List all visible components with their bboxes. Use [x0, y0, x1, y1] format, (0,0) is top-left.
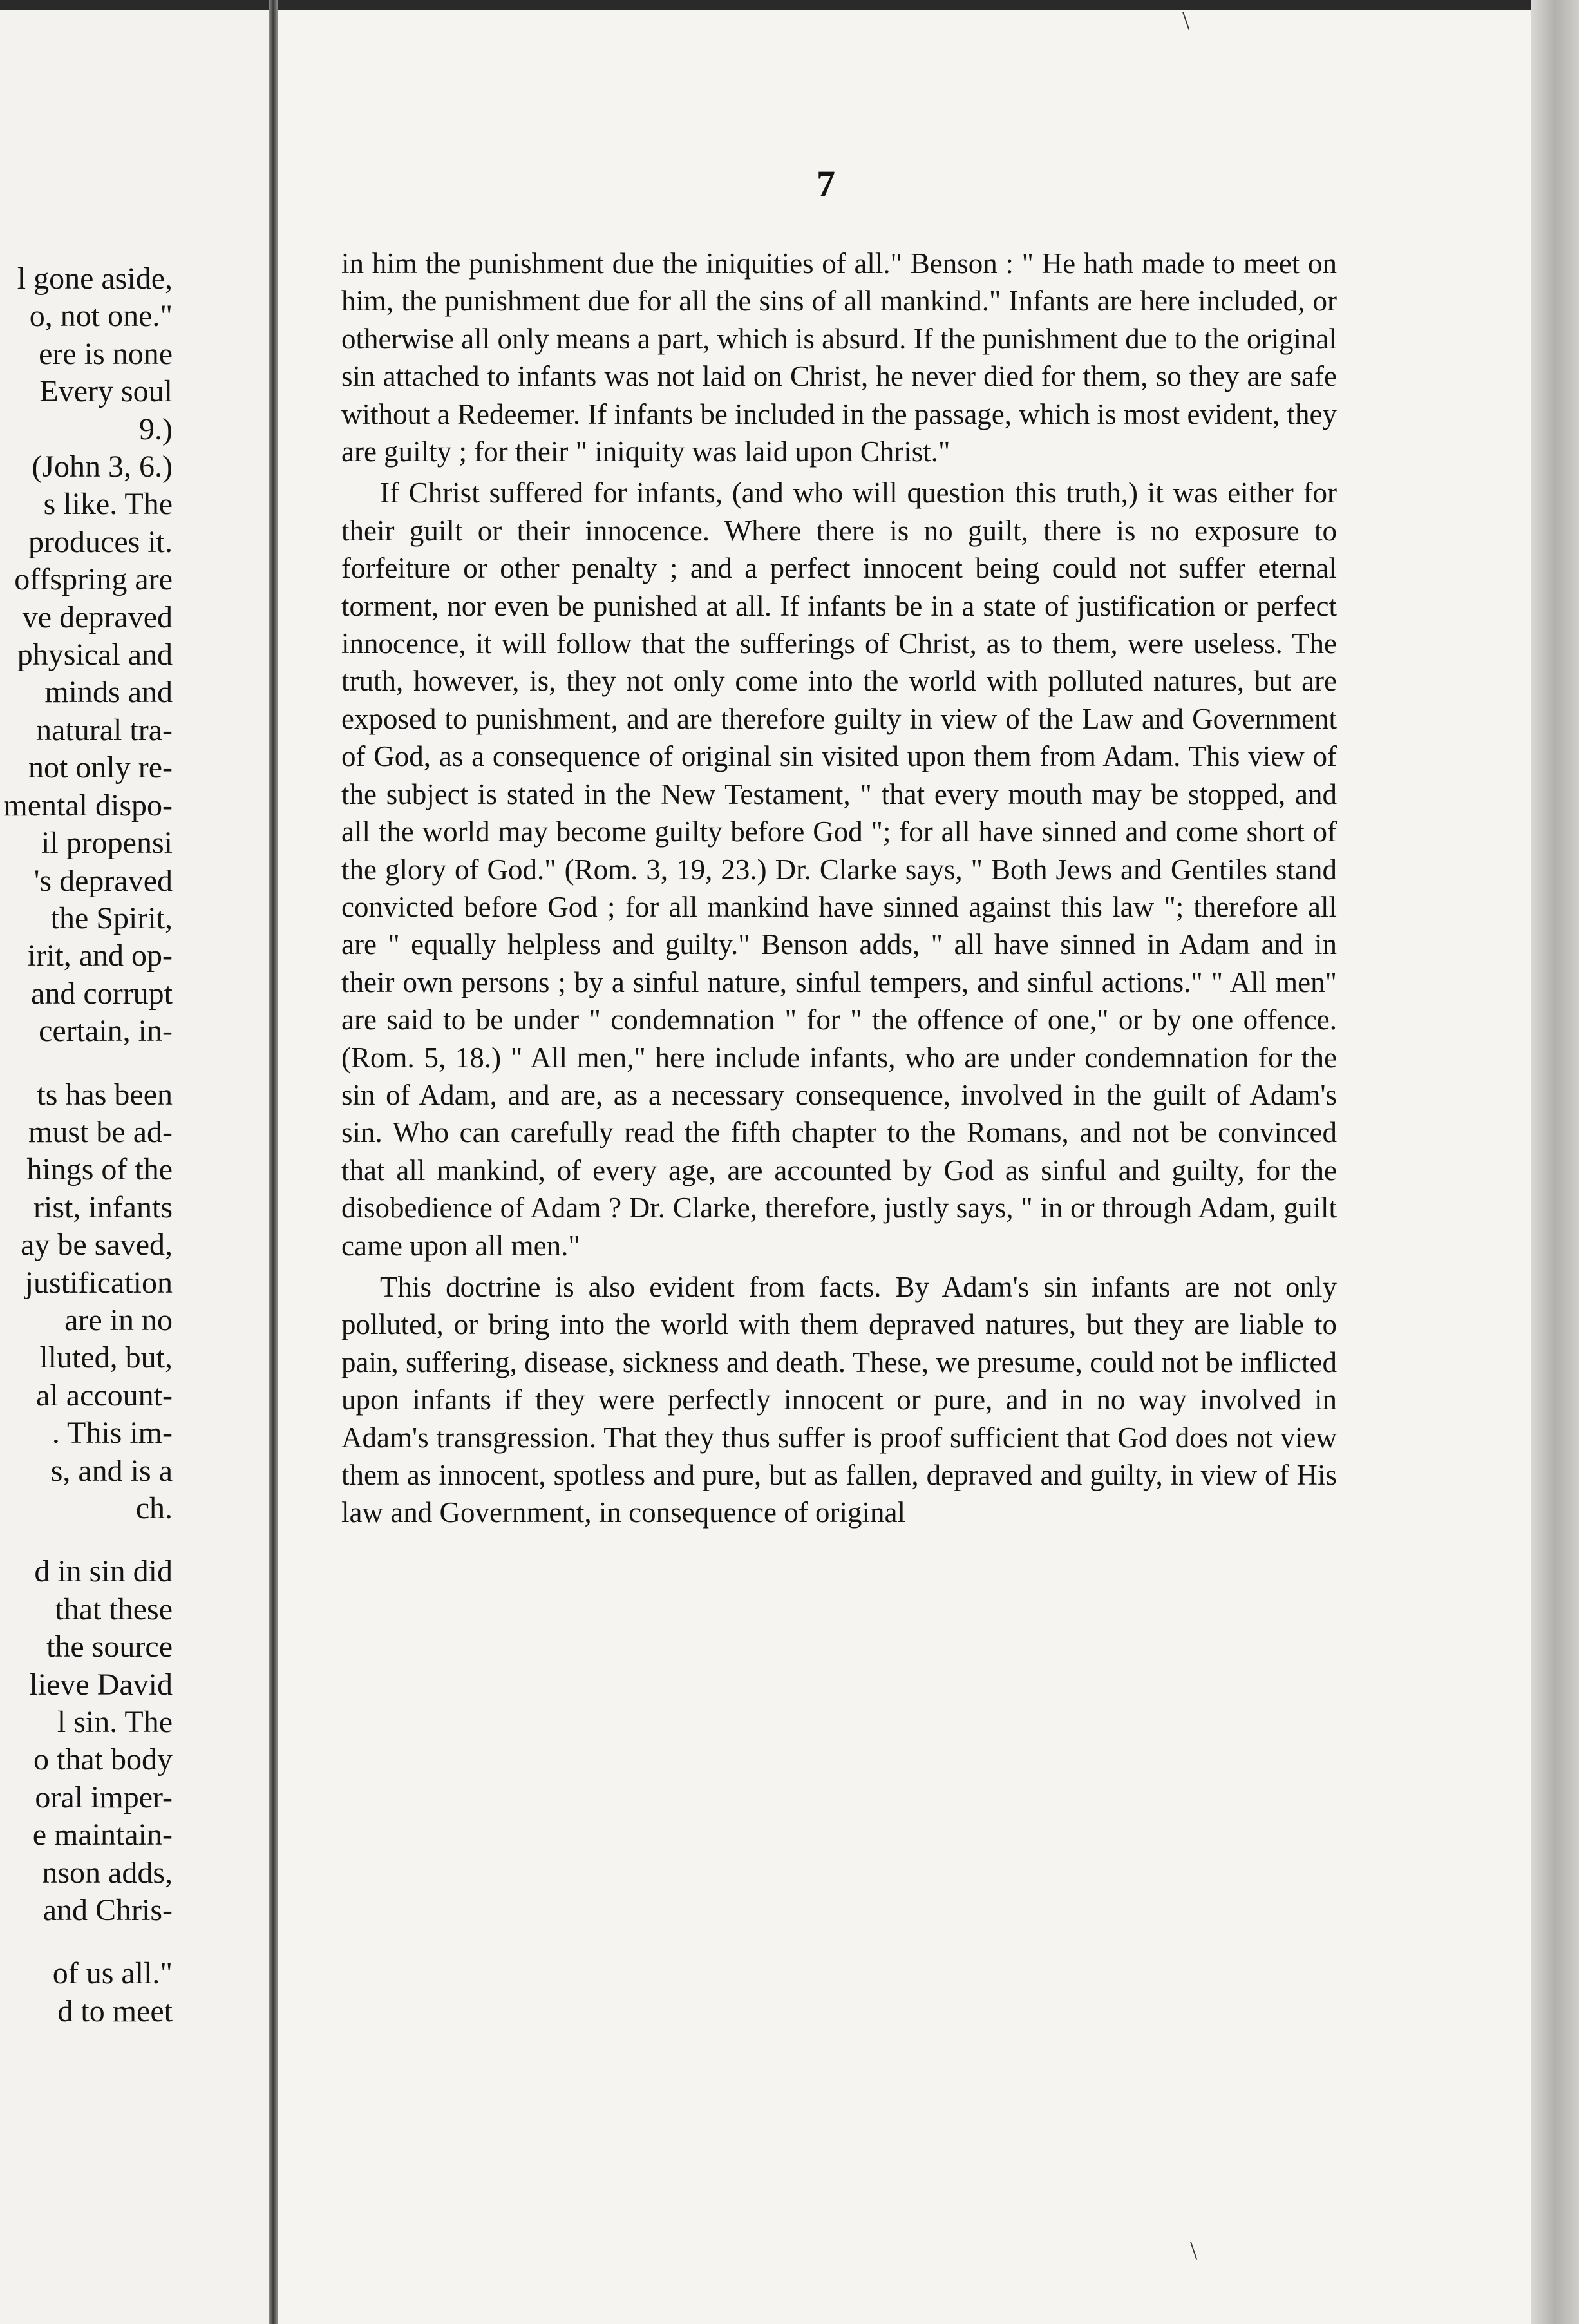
- left-page-line: s, and is a: [50, 1453, 173, 1488]
- left-page-line: o that body: [33, 1742, 173, 1777]
- left-page-line: ch.: [135, 1491, 173, 1525]
- left-page-line: justification: [24, 1265, 173, 1300]
- left-page-line: (John 3, 6.): [32, 450, 173, 484]
- left-page-line: hings of the: [26, 1152, 173, 1187]
- paragraph-doctrine-facts: This doctrine is also evident from facts. By Adam's sin infants are not only polluted, or bring into the world with them depraved natures, but they are liable to pain, suffering, disease, sickness and death. These, we presume, could not be inflicted upon infants if they were perfectly innocent or pure, and in no way involved in Adam's transgression. That they thus suffer is proof sufficient that God does not view them as innocent, spotless and pure, but as fallen, depraved and guilty, in view of His law and Government, in consequence of original: [341, 1270, 1337, 1529]
- left-page-line: physical and: [17, 638, 173, 672]
- left-page-line: and Chris-: [43, 1893, 173, 1928]
- left-page-line: nson adds,: [42, 1855, 173, 1890]
- scan-mark-bottom: \: [1190, 2236, 1198, 2265]
- left-page-line: not only re-: [28, 750, 173, 785]
- left-page-line: d in sin did: [34, 1554, 173, 1589]
- left-page-line: the source: [46, 1630, 173, 1664]
- paragraph-christ-suffered: If Christ suffered for infants, (and who will question this truth,) it was either for their guilt or their innocence. Where there is no guilt, there is no exposure to forfeiture or other penalty ; and a perfect innocent being could not suffer eternal torment, nor even be punished at all. If infants be in a state of justification or perfect innocence, it will follow that the sufferings of Christ, as to them, were useless. The truth, however, is, they not only come into the world with polluted natures, but are exposed to punishment, and are therefore guilty in view of the Law and Government of God, as a consequence of original sin visited upon them from Adam. This view of the subject is stated in the New Testament, " that every mouth may be stopped, and all the world may become guilty before God "; for all have sinned and come short of the glory of God." (Rom. 3, 19, 23.) Dr. Clarke says, " Both Jews and Gentiles stand convicted before God ; for all mankind have sinned against this law "; therefore all are " equally helpless and guilty." Benson adds, " all have sinned in Adam and in their own persons ; by a sinful nature, sinful tempers, and sinful actions." " All men" are said to be under " condemnation " for " the offence of one," or by one offence. (Rom. 5, 18.) " All men," here include infants, who are under condemnation for the sin of Adam, and are, as a necessary consequence, involved in the guilt of Adam's sin. Who can carefully read the fifth chapter to the Romans, and not be convinced that all mankind, of every age, are accounted by God as sinful and guilty, for the disobedience of Adam ? Dr. Clarke, therefore, justly says, " in or through Adam, guilt came upon all men.": [341, 477, 1337, 1262]
- left-page-line: il propensi: [41, 826, 173, 861]
- left-page-line: and corrupt: [31, 976, 173, 1011]
- scan-mark-top: \: [1182, 6, 1190, 35]
- page-number: 7: [817, 163, 835, 205]
- left-page-line: al account-: [36, 1378, 173, 1413]
- left-page-line: e maintain-: [32, 1818, 173, 1853]
- left-page-line: that these: [55, 1592, 173, 1626]
- body-text: [341, 245, 1337, 1532]
- left-page-line: minds and: [44, 675, 173, 710]
- left-page-line: ts has been: [37, 1077, 173, 1112]
- book-gutter: [269, 0, 278, 2324]
- left-page-line: ere is none: [39, 336, 173, 371]
- left-page-line: are in no: [64, 1302, 173, 1337]
- left-page-line: d to meet: [57, 1994, 173, 2028]
- left-page-line: ve depraved: [22, 600, 173, 634]
- left-page-line: Every soul: [39, 374, 173, 409]
- left-page-line: the Spirit,: [50, 900, 173, 935]
- left-page-line: mental dispo-: [3, 788, 173, 823]
- scan-top-edge: [0, 0, 1579, 10]
- left-page-line: 's depraved: [33, 863, 173, 898]
- left-page-line: certain, in-: [39, 1014, 173, 1049]
- left-page-line: 9.): [139, 412, 173, 446]
- left-page-line: . This im-: [52, 1416, 173, 1451]
- left-facing-page: [0, 10, 269, 2324]
- left-page-line: natural tra-: [36, 712, 173, 747]
- left-page-line: rist, infants: [33, 1190, 173, 1224]
- left-page-line: irit, and op-: [27, 938, 173, 973]
- left-page-text-fragments: [3, 260, 173, 2030]
- left-page-line: oral imper-: [35, 1780, 173, 1814]
- left-page-line: must be ad-: [28, 1114, 173, 1149]
- left-page-line: l sin. The: [57, 1705, 173, 1740]
- paragraph-continuation: in him the punishment due the iniquities of all." Benson : " He hath made to meet on him, the punishment due for all the sins of all mankind." Infants are here included, or otherwise all only means a part, which is absurd. If the punishment due to the original sin attached to infants was not laid on Christ, he never died for them, so they are safe without a Redeemer. If infants be included in the passage, which is most evident, they are guilty ; for their " iniquity was laid upon Christ.": [341, 247, 1337, 468]
- left-page-line: ay be saved,: [21, 1228, 173, 1262]
- left-page-line: of us all.": [52, 1956, 173, 1991]
- left-page-line: lluted, but,: [39, 1340, 173, 1375]
- page-edge-shadow: [1531, 0, 1579, 2324]
- left-page-line: offspring are: [14, 562, 173, 597]
- left-page-line: o, not one.": [29, 299, 173, 334]
- left-page-line: lieve David: [29, 1667, 173, 1702]
- left-page-line: l gone aside,: [17, 262, 173, 296]
- left-page-line: s like. The: [43, 487, 173, 522]
- left-page-line: produces it.: [28, 524, 173, 559]
